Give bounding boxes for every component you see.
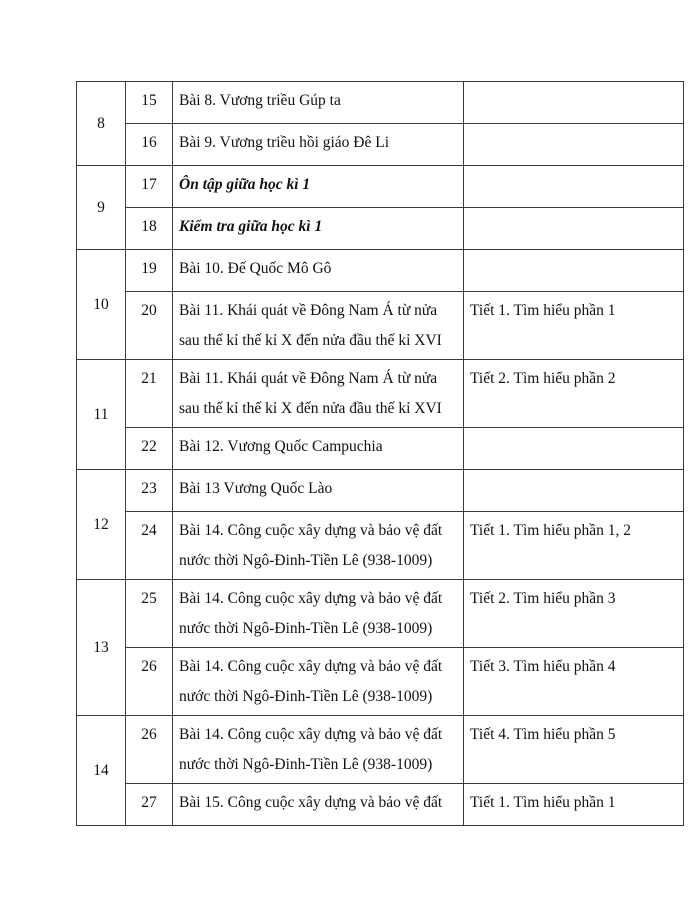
lesson-cell: Bài 15. Công cuộc xây dựng và bảo vệ đất xyxy=(173,784,464,826)
note-cell xyxy=(464,124,684,166)
lesson-cell: Kiểm tra giữa học kì 1 xyxy=(173,208,464,250)
note-cell: Tiết 2. Tìm hiểu phần 2 xyxy=(464,360,684,428)
table-row xyxy=(77,124,684,166)
period-cell: 23 xyxy=(126,470,173,512)
period-cell: 24 xyxy=(126,512,173,580)
note-cell: Tiết 1. Tìm hiểu phần 1 xyxy=(464,292,684,360)
lesson-cell: Bài 14. Công cuộc xây dựng và bảo vệ đất nước thời Ngô-Đinh-Tiền Lê (938-1009) xyxy=(173,580,464,648)
note-cell xyxy=(464,208,684,250)
period-cell: 15 xyxy=(126,82,173,124)
table-row xyxy=(77,470,684,512)
table-row xyxy=(77,208,684,250)
note-cell xyxy=(464,428,684,470)
note-cell: Tiết 1. Tìm hiểu phần 1, 2 xyxy=(464,512,684,580)
lesson-cell: Bài 14. Công cuộc xây dựng và bảo vệ đất nước thời Ngô-Đinh-Tiền Lê (938-1009) xyxy=(173,512,464,580)
note-cell: Tiết 3. Tìm hiểu phần 4 xyxy=(464,648,684,716)
note-cell xyxy=(464,166,684,208)
note-cell xyxy=(464,250,684,292)
lesson-cell: Bài 11. Khái quát về Đông Nam Á từ nửa sau thế kỉ thế kỉ X đến nửa đầu thế kỉ XVI xyxy=(173,360,464,428)
week-cell: 14 xyxy=(77,716,126,826)
note-cell: Tiết 2. Tìm hiểu phần 3 xyxy=(464,580,684,648)
lesson-cell: Bài 13 Vương Quốc Lào xyxy=(173,470,464,512)
period-cell: 19 xyxy=(126,250,173,292)
lesson-cell: Bài 10. Đế Quốc Mô Gô xyxy=(173,250,464,292)
week-cell: 9 xyxy=(77,166,126,250)
lesson-cell: Bài 9. Vương triều hồi giáo Đê Li xyxy=(173,124,464,166)
week-cell: 11 xyxy=(77,360,126,470)
table-row xyxy=(77,428,684,470)
lesson-cell: Bài 14. Công cuộc xây dựng và bảo vệ đất nước thời Ngô-Đinh-Tiền Lê (938-1009) xyxy=(173,648,464,716)
lesson-plan-table xyxy=(76,81,684,826)
table-row xyxy=(77,82,684,124)
table-row xyxy=(77,292,684,360)
table-row xyxy=(77,166,684,208)
period-cell: 21 xyxy=(126,360,173,428)
period-cell: 26 xyxy=(126,716,173,784)
period-cell: 17 xyxy=(126,166,173,208)
lesson-cell: Ôn tập giữa học kì 1 xyxy=(173,166,464,208)
period-cell: 16 xyxy=(126,124,173,166)
table-row xyxy=(77,580,684,648)
lesson-cell: Bài 14. Công cuộc xây dựng và bảo vệ đất nước thời Ngô-Đinh-Tiền Lê (938-1009) xyxy=(173,716,464,784)
note-cell: Tiết 4. Tìm hiểu phần 5 xyxy=(464,716,684,784)
period-cell: 27 xyxy=(126,784,173,826)
week-cell: 12 xyxy=(77,470,126,580)
period-cell: 26 xyxy=(126,648,173,716)
note-cell xyxy=(464,470,684,512)
table-row xyxy=(77,250,684,292)
period-cell: 25 xyxy=(126,580,173,648)
lesson-cell: Bài 11. Khái quát về Đông Nam Á từ nửa sau thế kỉ thế kỉ X đến nửa đầu thế kỉ XVI xyxy=(173,292,464,360)
week-cell: 10 xyxy=(77,250,126,360)
week-cell: 8 xyxy=(77,82,126,166)
week-cell: 13 xyxy=(77,580,126,716)
period-cell: 22 xyxy=(126,428,173,470)
table-row xyxy=(77,716,684,784)
lesson-cell: Bài 12. Vương Quốc Campuchia xyxy=(173,428,464,470)
lesson-cell: Bài 8. Vương triều Gúp ta xyxy=(173,82,464,124)
table-row xyxy=(77,512,684,580)
table-row xyxy=(77,360,684,428)
period-cell: 18 xyxy=(126,208,173,250)
period-cell: 20 xyxy=(126,292,173,360)
table-row xyxy=(77,648,684,716)
note-cell: Tiết 1. Tìm hiểu phần 1 xyxy=(464,784,684,826)
table-row xyxy=(77,784,684,826)
note-cell xyxy=(464,82,684,124)
